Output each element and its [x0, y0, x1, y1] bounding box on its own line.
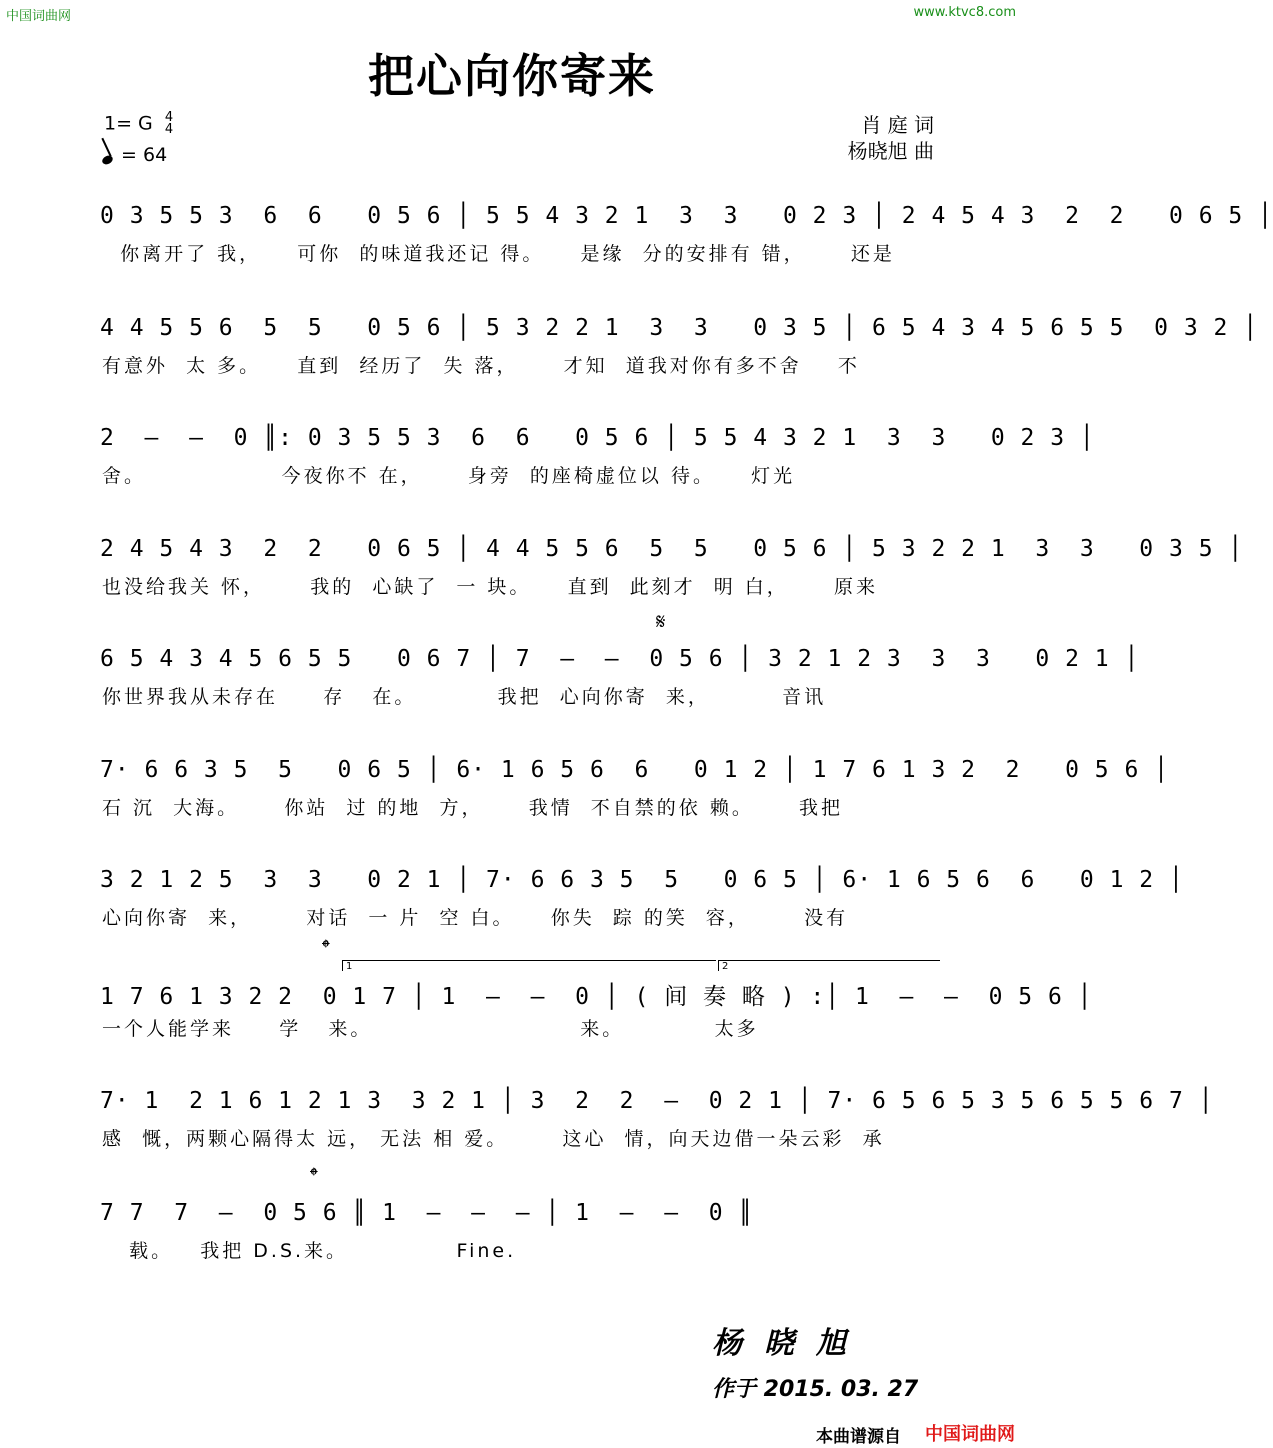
ending-2-label: 2 [722, 961, 729, 972]
song-title: 把心向你寄来 [368, 49, 656, 103]
notation-line: 7 7 7 — 0 5 6 ║ 1 — — — │ 1 — — 0 ║ [100, 1200, 754, 1226]
notation-line: 2 — — 0 ║: 0 3 5 5 3 6 6 0 5 6 │ 5 5 4 3 2 1 3 3 0 2 3 │ [100, 425, 1095, 451]
notation-line: 3 2 1 2 5 3 3 0 2 1 │ 7· 6 6 3 5 5 0 6 5 │ 6· 1 6 5 6 6 0 1 2 │ [100, 867, 1184, 893]
credits [848, 112, 934, 164]
composer-signature: 杨晓旭 [712, 1326, 868, 1361]
lyric-line: 舍。 今夜你不 在， 身旁 的座椅虚位以 待。 灯光 [102, 465, 796, 487]
key-signature [104, 112, 173, 136]
lyric-line: 心向你寄 来， 对话 一 片 空 白。 你失 踪 的笑 容， 没有 [102, 907, 849, 929]
ending-2-bracket [718, 960, 940, 971]
notation-line: 7· 1 2 1 6 1 2 1 3 3 2 1 │ 3 2 2 — 0 2 1 │ 7· 6 5 6 5 3 5 6 5 5 6 7 │ [100, 1088, 1214, 1114]
footer-source-link[interactable]: 中国词曲网 [925, 1424, 1015, 1445]
lyric-line: 有意外 太 多。 直到 经历了 失 落， 才知 道我对你有多不舍 不 [102, 355, 860, 377]
footer-source-label: 本曲谱源自 [816, 1427, 901, 1447]
key-label: 1= G [104, 112, 153, 135]
ending-1-bracket [342, 960, 716, 971]
lyric-line: 也没给我关 怀， 我的 心缺了 一 块。 直到 此刻才 明 白， 原来 [102, 576, 878, 598]
notation-line: 2 4 5 4 3 2 2 0 6 5 │ 4 4 5 5 6 5 5 0 5 6 │ 5 3 2 2 1 3 3 0 3 5 │ [100, 536, 1244, 562]
score-row-3 [90, 425, 1095, 525]
segno-icon: 𝄋 [656, 610, 666, 635]
score-row-9 [90, 1088, 1214, 1188]
time-signature [165, 112, 173, 136]
lyric-line: 载。 我把 D.S.来。 Fine. [102, 1240, 517, 1262]
lyric-line: 石 沉 大海。 你站 过 的地 方， 我情 不自禁的依 赖。 我把 [102, 797, 844, 819]
score-row-8 [90, 936, 1093, 1078]
score-row-10 [90, 1164, 940, 1300]
notation-line: 6 5 4 3 4 5 6 5 5 0 6 7 │ 7 — — 0 5 6 │ 3 2 1 2 3 3 3 0 2 1 │ [100, 646, 1140, 672]
ending-1-label: 1 [346, 961, 353, 972]
score-row-5 [90, 610, 1140, 746]
score-row-1 [90, 203, 1273, 303]
lyric-line: 你离开了 我， 可你 的味道我还记 得。 是缘 分的安排有 错， 还是 [102, 243, 895, 265]
lyricist-credit: 肖 庭 词 [861, 113, 934, 137]
tempo-mark [102, 144, 167, 166]
score-row-6 [90, 757, 1169, 857]
quarter-note-icon [101, 154, 114, 166]
site-url-right[interactable]: www.ktvc8.com [913, 5, 1016, 20]
time-top: 4 [164, 110, 174, 125]
score-row-2 [90, 315, 1259, 415]
lyric-line: 感 慨，两颗心隔得太 远， 无法 相 爱。 这心 情，向天边借一朵云彩 承 [102, 1128, 885, 1150]
lyric-line: 一个人能学来 学 来。 来。 太多 [102, 1018, 759, 1040]
notation-line: 4 4 5 5 6 5 5 0 5 6 │ 5 3 2 2 1 3 3 0 3 5 │ 6 5 4 3 4 5 6 5 5 0 3 2 │ [100, 315, 1259, 341]
notation-line: 1 7 6 1 3 2 2 0 1 7 │ 1 — — 0 │ ( 间 奏 略 ) :│ 1 — — 0 5 6 │ [100, 984, 1093, 1010]
notation-line: 0 3 5 5 3 6 6 0 5 6 │ 5 5 4 3 2 1 3 3 0 2 3 │ 2 4 5 4 3 2 2 0 6 5 │ [100, 203, 1273, 229]
score-row-4 [90, 536, 1244, 636]
lyric-line: 你世界我从未存在 存 在。 我把 心向你寄 来， 音讯 [102, 686, 827, 708]
composition-date: 作于 2015. 03. 27 [712, 1377, 919, 1402]
coda-icon: 𝄌 [310, 1164, 318, 1189]
notation-line: 7· 6 6 3 5 5 0 6 5 │ 6· 1 6 5 6 6 0 1 2 │ 1 7 6 1 3 2 2 0 5 6 │ [100, 757, 1169, 783]
tempo-value: = 64 [121, 144, 168, 166]
time-bottom: 4 [164, 122, 174, 137]
score-row-7 [90, 867, 1184, 967]
composer-credit: 杨晓旭 曲 [847, 139, 934, 163]
coda-icon: 𝄌 [322, 936, 330, 961]
site-name-left[interactable]: 中国词曲网 [6, 9, 72, 24]
